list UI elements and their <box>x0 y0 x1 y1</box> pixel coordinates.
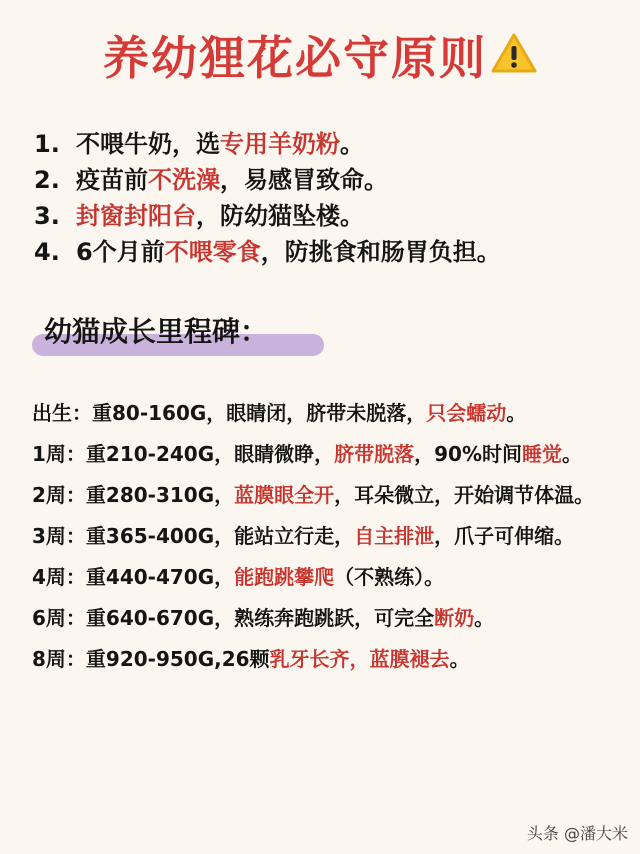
text-segment: 6周：重640-670G，熟练奔跑跳跃，可完全 <box>32 606 435 630</box>
rules-list <box>34 126 624 270</box>
highlight-text: 不洗澡 <box>148 166 220 194</box>
highlight-text: 睡觉 <box>522 442 563 466</box>
highlight-text: 专用羊奶粉 <box>220 130 340 158</box>
text-segment: ，爪子可伸缩。 <box>434 524 575 548</box>
text-segment: ，防挑食和肠胃负担。 <box>260 238 501 266</box>
text-segment: ，90%时间 <box>414 442 523 466</box>
text-segment: 。 <box>562 442 583 466</box>
highlight-text: 断奶 <box>434 606 475 630</box>
highlight-text: 自主排泄 <box>354 524 435 548</box>
highlight-text: 不喂零食 <box>164 238 261 266</box>
text-segment: 6个月前 <box>76 238 165 266</box>
rule-number: 2. <box>34 166 60 194</box>
text-segment: 4周：重440-470G， <box>32 565 235 589</box>
rule-number: 3. <box>34 202 60 230</box>
text-segment: 不喂牛奶，选 <box>76 130 220 158</box>
rule-number: 1. <box>34 130 60 158</box>
milestones-heading <box>32 312 268 356</box>
highlight-text: 封窗封阳台 <box>76 202 196 230</box>
milestone-item <box>32 476 617 514</box>
text-segment: 。 <box>474 606 495 630</box>
milestone-item <box>32 558 617 596</box>
milestone-item <box>32 517 617 555</box>
highlight-text: 能跑跳攀爬 <box>234 565 335 589</box>
text-segment: 2周：重280-310G， <box>32 483 235 507</box>
text-segment: 8周：重920-950G,26颗 <box>32 647 270 671</box>
text-segment: 1周：重210-240G，眼睛微睁， <box>32 442 335 466</box>
highlight-text: 只会蠕动 <box>426 401 507 425</box>
text-segment: ，耳朵微立，开始调节体温。 <box>334 483 595 507</box>
text-segment: 疫苗前 <box>76 166 148 194</box>
milestones-heading-text: 幼猫成长里程碑： <box>44 315 269 348</box>
text-segment: （不熟练）。 <box>334 565 445 589</box>
rule-item <box>34 198 624 234</box>
highlight-text: 乳牙长齐，蓝膜褪去 <box>269 647 450 671</box>
highlight-text: 蓝膜眼全开 <box>234 483 335 507</box>
text-segment: ，防幼猫坠楼。 <box>196 202 364 230</box>
text-segment: 。 <box>449 647 470 671</box>
milestones-list <box>32 394 617 681</box>
warning-icon <box>491 31 537 85</box>
page-title <box>0 22 640 89</box>
text-segment: 。 <box>506 401 527 425</box>
rule-number: 4. <box>34 238 60 266</box>
watermark: 头条 @潘大米 <box>526 824 628 843</box>
rule-item <box>34 234 624 270</box>
rule-item <box>34 126 624 162</box>
text-segment: 出生：重80-160G，眼睛闭，脐带未脱落， <box>32 401 427 425</box>
milestone-item <box>32 599 617 637</box>
rule-item <box>34 162 624 198</box>
highlight-text: 脐带脱落 <box>334 442 415 466</box>
milestone-item <box>32 394 617 432</box>
milestone-item <box>32 435 617 473</box>
text-segment: 。 <box>340 130 364 158</box>
title-text: 养幼狸花必守原则 <box>103 31 487 85</box>
text-segment: ，易感冒致命。 <box>220 166 388 194</box>
milestone-item <box>32 640 617 678</box>
text-segment: 3周：重365-400G，能站立行走， <box>32 524 355 548</box>
